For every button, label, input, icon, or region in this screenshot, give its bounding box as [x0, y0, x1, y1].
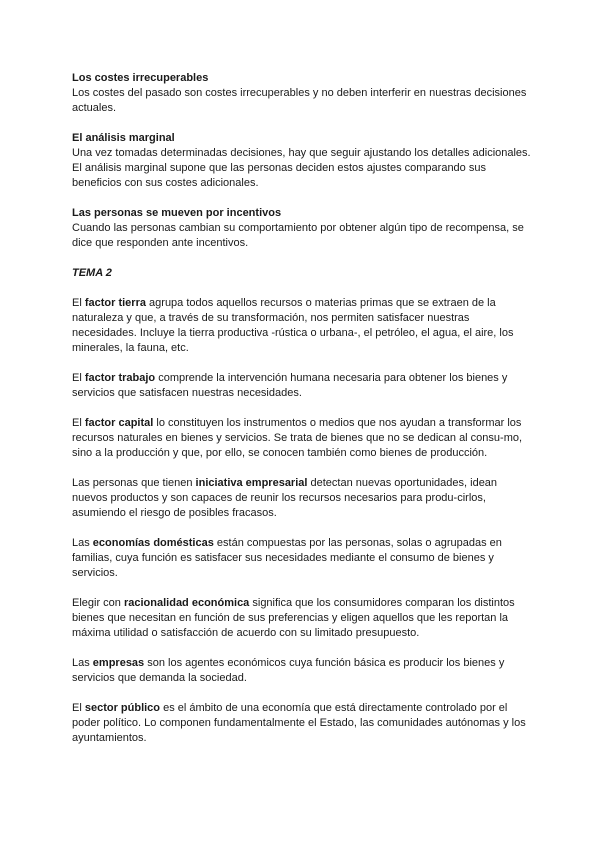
definition-factor-tierra: El factor tierra agrupa todos aquellos recursos o materias primas que se extraen de la naturaleza y que, a través de su transformación, nos permiten satisfacer nuestras necesidades. Incluye la tierra productiva -rústica o urbana-, el petróleo, el agua, el aire, los minerales, la fauna, etc.	[72, 297, 514, 354]
definition-term: factor capital	[84, 417, 154, 429]
definition-term: sector público	[84, 702, 161, 714]
section-heading: El análisis marginal	[72, 132, 175, 144]
definition-term: factor tierra	[84, 297, 146, 309]
definition-factor-capital: El factor capital lo constituyen los instrumentos o medios que nos ayudan a transformar los recursos naturales en bienes y servicios. Se trata de bienes que no se dedican al consu-mo, sino a la producción y que, por ello, se conocen también como bienes de producción.	[72, 417, 523, 459]
definition-sector-publico: El sector público es el ámbito de una economía que está directamente controlado por el poder político. Lo componen fundamentalmente el Estado, las comunidades autónomas y los ayuntamientos.	[72, 702, 526, 744]
definition-term: racionalidad económica	[123, 597, 250, 609]
definition-empresas: Las empresas son los agentes económicos cuya función básica es producir los bienes y servicios que demanda la sociedad.	[72, 657, 505, 684]
definition-economias-domesticas: Las economías domésticas están compuestas por las personas, solas o agrupadas en familias, cuya función es satisfacer sus necesidades mediante el consumo de bienes y servicios.	[72, 537, 502, 579]
definition-term: empresas	[92, 657, 145, 669]
definition-iniciativa-empresarial: Las personas que tienen iniciativa empresarial detectan nuevas oportunidades, idean nuevos productos y son capaces de reunir los recursos necesarios para produ-cirlos, asumiendo el riesgo de posibles fracasos.	[72, 477, 498, 519]
section-analisis-marginal	[72, 131, 532, 191]
chapter-title: TEMA 2	[72, 267, 112, 279]
definition-term: economías domésticas	[92, 537, 214, 549]
section-incentivos	[72, 206, 532, 251]
definition-factor-trabajo: El factor trabajo comprende la intervención humana necesaria para obtener los bienes y servicios que satisfacen nuestras necesidades.	[72, 372, 508, 399]
document-page	[72, 71, 532, 761]
section-text: Cuando las personas cambian su comportamiento por obtener algún tipo de recompensa, se dice que responden ante incentivos.	[72, 222, 524, 249]
section-heading: Las personas se mueven por incentivos	[72, 207, 282, 219]
section-text: Una vez tomadas determinadas decisiones, hay que seguir ajustando los detalles adicionales. El análisis marginal supone que las personas deciden estos ajustes comparando sus beneficios con sus costes adicionales.	[72, 147, 531, 189]
section-heading: Los costes irrecuperables	[72, 72, 209, 84]
definition-term: iniciativa empresarial	[195, 477, 308, 489]
definition-term: factor trabajo	[84, 372, 156, 384]
section-text: Los costes del pasado son costes irrecuperables y no deben interferir en nuestras decisiones actuales.	[72, 87, 527, 114]
section-costes-irrecuperables	[72, 71, 532, 116]
definition-racionalidad-economica: Elegir con racionalidad económica significa que los consumidores comparan los distintos bienes que necesitan en función de sus preferencias y eligen aquellos que les reportan la máxima utilidad o satisfacción de acuerdo con su limitado presupuesto.	[72, 597, 515, 639]
